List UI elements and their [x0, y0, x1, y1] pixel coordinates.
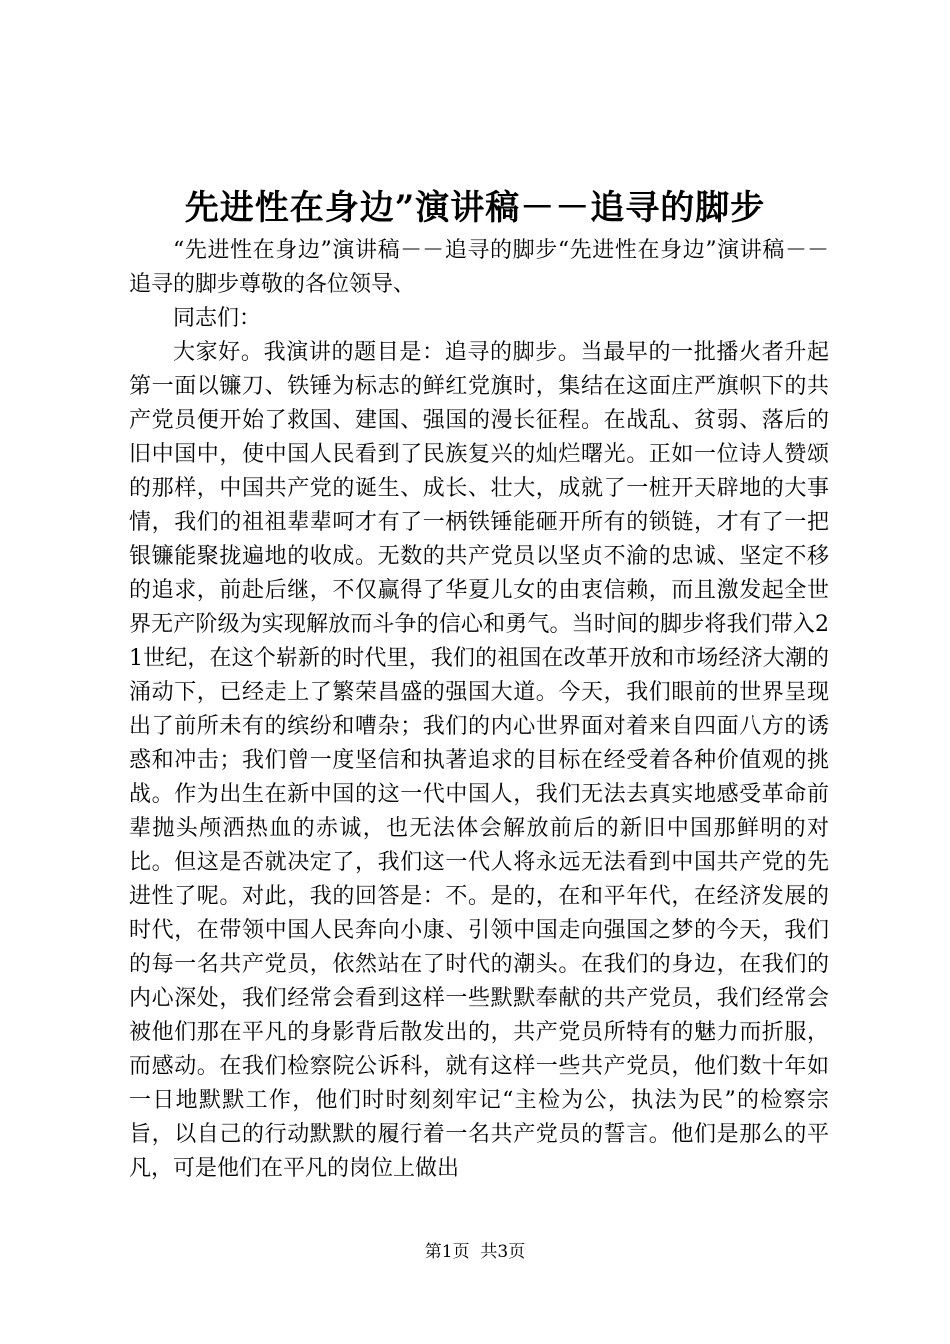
paragraph-intro: “先进性在身边”演讲稿－－追寻的脚步“先进性在身边”演讲稿－－追寻的脚步尊敬的各位领导、 — [129, 238, 829, 297]
paragraph-main: 大家好。我演讲的题目是：追寻的脚步。当最早的一批播火者升起第一面以镰刀、铁锤为标志的鲜红党旗时，集结在这面庄严旗帜下的共产党员便开始了救国、建国、强国的漫长征程。在战乱、贫弱、落后的旧中国中，使中国人民看到了民族复兴的灿烂曙光。正如一位诗人赞颂的那样，中国共产党的诞生、成长、壮大，成就了一桩开天辟地的大事情，我们的祖祖辈辈呵才有了一柄铁锤能砸开所有的锁链，才有了一把银镰能聚拢遍地的收成。无数的共产党员以坚贞不渝的忠诚、坚定不移的追求，前赴后继，不仅赢得了华夏儿女的由衷信赖，而且激发起全世界无产阶级为实现解放而斗争的信心和勇气。当时间的脚步将我们带入21世纪，在这个崭新的时代里，我们的祖国在改革开放和市场经济大潮的涌动下，已经走上了繁荣昌盛的强国大道。今天，我们眼前的世界呈现出了前所未有的缤纷和嘈杂；我们的内心世界面对着来自四面八方的诱惑和冲击；我们曾一度坚信和执著追求的目标在经受着各种价值观的挑战。作为出生在新中国的这一代中国人，我们无法去真实地感受革命前辈抛头颅洒热血的赤诚，也无法体会解放前后的新旧中国那鲜明的对比。但这是否就决定了，我们这一代人将永远无法看到中国共产党的先进性了呢。对此，我的回答是：不。是的，在和平年代，在经济发展的时代，在带领中国人民奔向小康、引领中国走向强国之梦的今天，我们的每一名共产党员，依然站在了时代的潮头。在我们的身边，在我们的内心深处，我们经常会看到这样一些默默奉献的共产党员，我们经常会被他们那在平凡的身影背后散发出的，共产党员所特有的魅力而折服，而感动。在我们检察院公诉科，就有这样一些共产党员，他们数十年如一日地默默工作，他们时时刻刻牢记“主检为公，执法为民”的检察宗旨，以自己的行动默默的履行着一名共产党员的誓言。他们是那么的平凡，可是他们在平凡的岗位上做出 — [129, 340, 829, 1181]
page-title: 先进性在身边”演讲稿－－追寻的脚步 — [184, 188, 766, 228]
document-body — [129, 234, 829, 1186]
page-indicator: 第1页 共3页 — [424, 1242, 526, 1262]
paragraph-salutation: 同志们： — [173, 306, 262, 331]
